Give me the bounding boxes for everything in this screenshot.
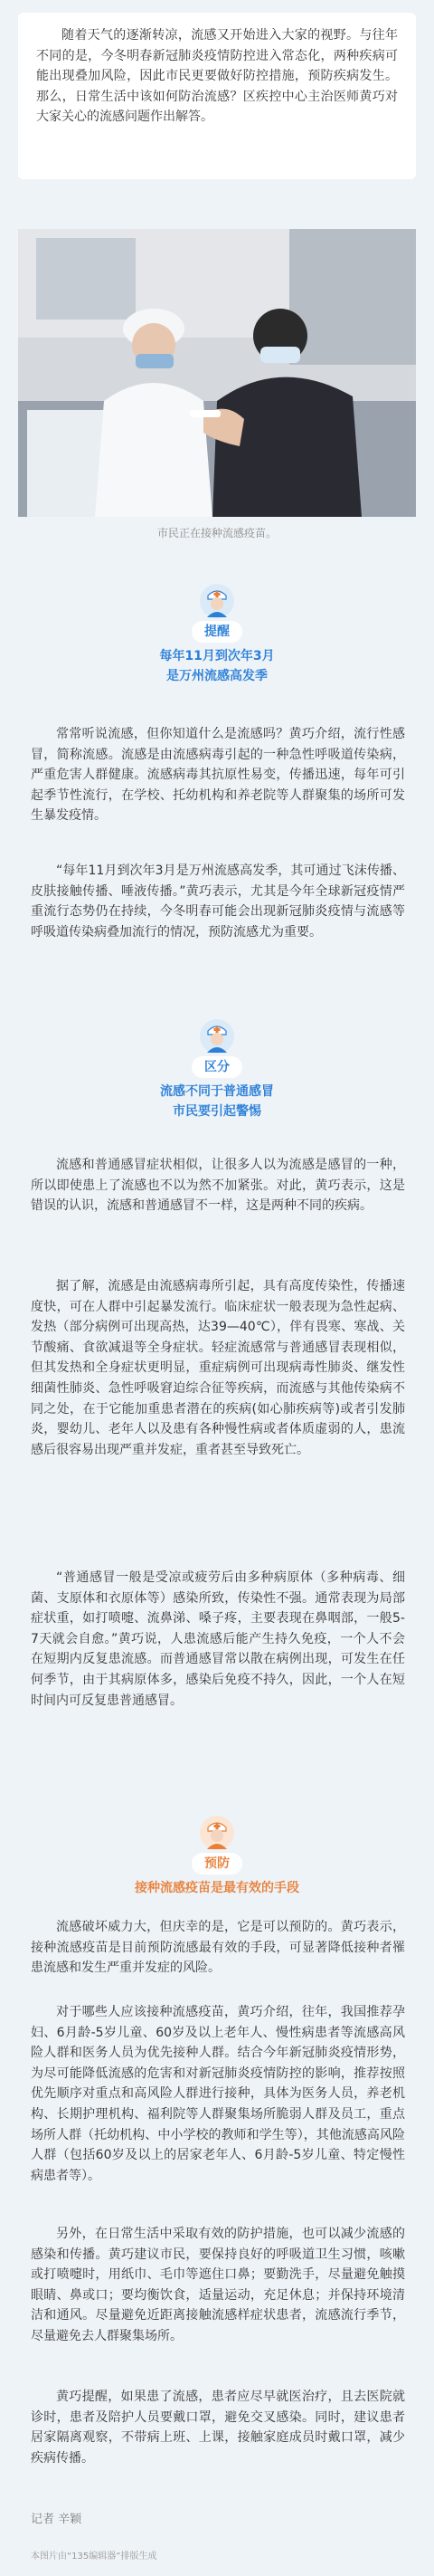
section-subtitle-line: 流感不同于普通感冒 xyxy=(160,1084,274,1099)
paragraph-text: 流感和普通感冒症状相似，让很多人以为流感是感冒的一种，所以即使患上了流感也不以为然不加紧张。对此，黄巧表示，这是错误的认识，流感和普通感冒不一样，这是两种不同的疾病。 xyxy=(31,1158,405,1214)
section-paragraph xyxy=(31,1917,405,1979)
section-subtitle-line: 接种流感疫苗是最有效的手段 xyxy=(135,1881,299,1895)
section-tag: 预防 xyxy=(192,1853,242,1875)
section-badge-prevention xyxy=(0,1815,434,1898)
intro-text: 随着天气的逐渐转凉，流感又开始进入大家的视野。与往年不同的是，今冬明春新冠肺炎疫情防控进入常态化，两种疾病可能出现叠加风险，因此市民更要做好防控措施，预防疾病发生。那么，日常生活中该如何防治流感？区疾控中心主治医师黄巧对大家关心的流感问题作出解答。 xyxy=(36,28,398,125)
paragraph-text: 对于哪些人应该接种流感疫苗，黄巧介绍，往年，我国推荐孕妇、6月龄-5岁儿童、60岁及以上老年人、慢性病患者等流感高风险人群和医务人员为优先接种人群。结合今年新冠肺炎疫情形势，为尽可能降低流感的危害和对新冠肺炎疫情防控的影响，推荐按照优先顺序对重点和高风险人群进行接种，具体为医务人员，养老机构、长期护理机构、福利院等人群聚集场所脆弱人群及员工，重点场所人群（托幼机构、中小学校的教师和学生等），其他流感高风险人群（包括60岁及以上的居家老年人、6月龄-5岁儿童、特定慢性病患者等）。 xyxy=(31,2005,405,2183)
section-paragraph xyxy=(31,1155,405,1216)
section-tag: 提醒 xyxy=(192,621,242,643)
section-paragraph xyxy=(31,724,405,826)
author-credit: 记者 辛颖 xyxy=(31,2513,82,2526)
vaccination-photo-illustration xyxy=(18,229,416,517)
section-badge-reminder xyxy=(0,583,434,686)
section-subtitle-line: 市民要引起警惕 xyxy=(173,1104,261,1119)
paragraph-text: 另外，在日常生活中采取有效的防护措施，也可以减少流感的感染和传播。黄巧建议市民，要保持良好的呼吸道卫生习惯，咳嗽或打喷嚏时，用纸巾、毛巾等遮住口鼻；要勤洗手，尽量避免触摸眼睛、鼻或口；要均衡饮食，适量运动，充足休息；并保持环境清洁和通风。尽量避免近距离接触流感样症状患者，流感流行季节，尽量避免去人群聚集场所。 xyxy=(31,2227,405,2343)
section-subtitle-line: 每年11月到次年3月 xyxy=(159,649,275,663)
nurse-icon xyxy=(199,1815,235,1851)
section-tag: 区分 xyxy=(192,1056,242,1078)
paragraph-text: 常常听说流感，但你知道什么是流感吗？黄巧介绍，流行性感冒，简称流感。流感是由流感病毒引起的一种急性呼吸道传染病，严重危害人群健康。流感病毒其抗原性易变，传播迅速，每年可引起季节性流行，在学校、托幼机构和养老院等人群聚集的场所可发生暴发疫情。 xyxy=(31,727,405,824)
section-paragraph xyxy=(31,1568,405,1711)
section-paragraph xyxy=(31,2224,405,2347)
section-badge-difference xyxy=(0,1018,434,1121)
nurse-icon xyxy=(199,1018,235,1054)
nurse-icon xyxy=(199,583,235,619)
section-paragraph xyxy=(31,2387,405,2468)
section-subtitle-line: 是万州流感高发季 xyxy=(166,669,268,683)
paragraph-text: “每年11月到次年3月是万州流感高发季，其可通过飞沫传播、皮肤接触传播、唾液传播。”黄巧表示，尤其是今年全球新冠疫情严重流行态势仍在持续，今冬明春可能会出现新冠肺炎疫情与流感等呼吸道传染病叠加流行的情况，预防流感尤为重要。 xyxy=(31,863,405,940)
section-paragraph xyxy=(31,2002,405,2186)
editor-note: 本图片由“135编辑器”排版生成 xyxy=(31,2552,157,2562)
paragraph-text: 据了解，流感是由流感病毒所引起，具有高度传染性，传播速度快，可在人群中引起暴发流行。临床症状一般表现为急性起病、发热（部分病例可出现高热，达39—40℃），伴有畏寒、寒战、关节酸痛、食欲减退等全身症状。轻症流感常与普通感冒表现相似，但其发热和全身症状更明显，重症病例可出现病毒性肺炎、继发性细菌性肺炎、急性呼吸窘迫综合征等疾病，而流感与其他传染病不同之处，在于它能加重患者潜在的疾病(如心肺疾病等)或者引发肺炎，婴幼儿、老年人以及患有各种慢性病或者体质虚弱的人，患流感后很容易出现严重并发症，重者甚至导致死亡。 xyxy=(31,1279,405,1457)
intro-box xyxy=(18,13,416,179)
section-paragraph xyxy=(31,861,405,942)
paragraph-text: 流感破坏威力大，但庆幸的是，它是可以预防的。黄巧表示，接种流感疫苗是目前预防流感最有效的手段，可显著降低接种者罹患流感和发生严重并发症的风险。 xyxy=(31,1920,405,1976)
paragraph-text: “普通感冒一般是受凉或疲劳后由多种病原体（多种病毒、细菌、支原体和衣原体等）感染所致，传染性不强。通常表现为局部症状重，如打喷嚏、流鼻涕、嗓子疼，主要表现在鼻咽部，一般5-7天就会自愈。”黄巧说，人患流感后能产生持久免疫，一个人不会在短期内反复患流感。而普通感冒常以散在病例出现，可发生在任何季节，由于其病原体多，感染后免疫不持久，因此，一个人在短时间内可反复患普通感冒。 xyxy=(31,1570,405,1708)
paragraph-text: 黄巧提醒，如果患了流感，患者应尽早就医治疗，且去医院就诊时，患者及陪护人员要戴口罩，避免交叉感染。同时，建议患者居家隔离观察，不带病上班、上课，接触家庭成员时戴口罩，减少疾病传播。 xyxy=(31,2390,405,2466)
section-paragraph xyxy=(31,1276,405,1460)
photo-caption: 市民正在接种流感疫苗。 xyxy=(156,527,277,539)
vaccination-photo xyxy=(18,229,416,517)
